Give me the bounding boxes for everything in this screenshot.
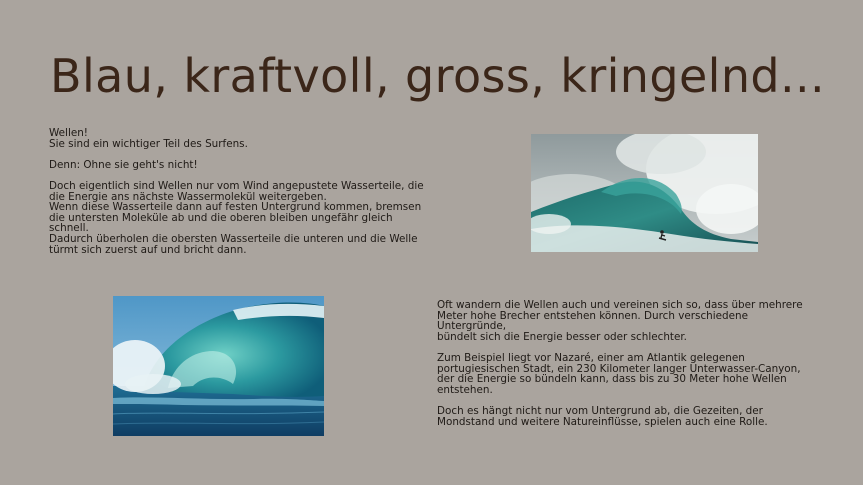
intro-text-block [49,128,449,266]
paragraph-physics [49,181,449,255]
text-line: Doch es hängt nicht nur vom Untergrund ab, die Gezeiten, der [437,404,763,417]
text-line: Wenn diese Wasserteile dann auf festen Untergrund kommen, bremsen [49,201,422,214]
paragraph-nazare [437,353,827,395]
text-line: Zum Beispiel liegt vor Nazaré, einer am Atlantik gelegenen [437,351,745,364]
text-line: Sie sind ein wichtiger Teil des Surfens. [49,137,248,150]
text-line: portugiesischen Stadt, ein 230 Kilometer langer Unterwasser-Canyon, [437,362,801,375]
text-line: Mondstand und weitere Natureinflüsse, spielen auch eine Rolle. [437,415,768,428]
paragraph-combining-waves [437,300,827,342]
paragraph-tides [437,406,827,427]
barrel-wave-photo [113,296,324,436]
barrel-wave-illustration [113,296,324,436]
text-line: die Energie ans nächste Wassermolekül weitergeben. [49,190,327,203]
text-line: der die Energie so bündeln kann, dass bis zu 30 Meter hohe Wellen [437,373,787,386]
big-wave-illustration [531,134,758,252]
text-line: Untergründe, [437,320,507,333]
text-line: Denn: Ohne sie geht's nicht! [49,158,198,171]
paragraph-necessity [49,160,449,171]
text-line: entstehen. [437,383,493,396]
slide-title: Blau, kraftvoll, gross, kringelnd... [50,49,826,103]
text-line: türmt sich zuerst auf und bricht dann. [49,243,247,256]
text-line: Doch eigentlich sind Wellen nur vom Wind angepustete Wasserteile, die [49,179,424,192]
text-line: Meter hohe Brecher entstehen können. Durch verschiedene [437,309,749,322]
text-line: Dadurch überholen die obersten Wasserteile die unteren und die Welle [49,232,418,245]
text-line: die untersten Moleküle ab und die oberen bleiben ungefähr gleich [49,211,393,224]
big-wave-surfer-photo [531,134,758,252]
paragraph-intro [49,128,449,149]
text-line: bündelt sich die Energie besser oder schlechter. [437,330,687,343]
text-line: schnell. [49,222,89,235]
text-line: Wellen! [49,127,88,139]
text-line: Oft wandern die Wellen auch und vereinen sich so, dass über mehrere [437,299,803,311]
nazare-text-block [437,300,827,438]
